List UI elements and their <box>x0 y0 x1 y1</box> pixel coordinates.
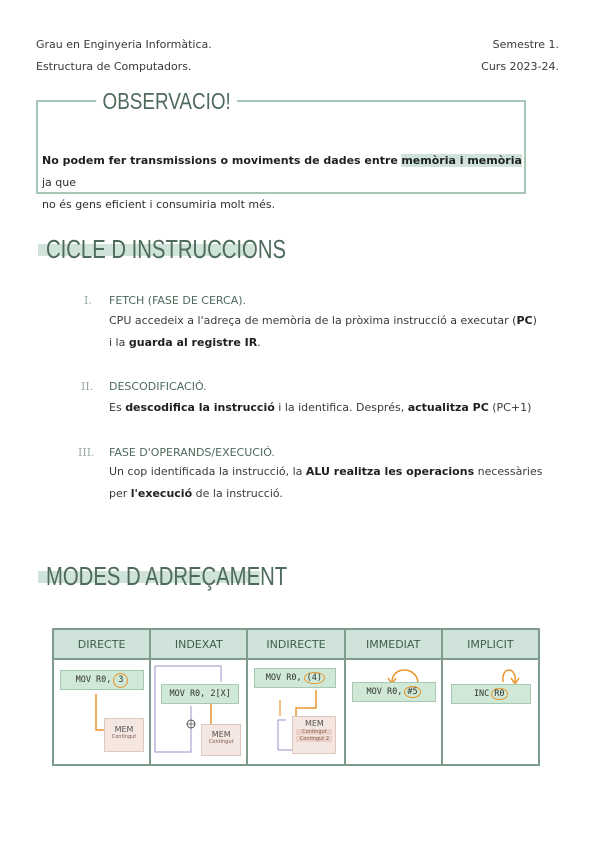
observation-title: OBSERVACIO! <box>96 88 237 115</box>
text-bold: guarda al registre IR <box>128 336 258 349</box>
memory-box <box>104 718 144 752</box>
course-year: Curs 2023-24. <box>481 60 559 73</box>
item-number: II. <box>81 380 94 393</box>
instruction-text: INC <box>473 689 490 699</box>
addressing-modes-table <box>52 628 540 766</box>
text: necessàries <box>474 465 543 478</box>
observation-text <box>42 150 522 216</box>
text-bold: actualitza PC <box>407 401 489 414</box>
immediat-arrow <box>346 660 442 764</box>
term-info <box>481 34 559 78</box>
item-body <box>109 461 569 505</box>
observation-highlight: memòria i memòria <box>401 154 522 167</box>
text: i la <box>109 336 129 349</box>
text: (PC+1) <box>488 401 532 414</box>
instruction-text: MOV R0, <box>75 675 112 685</box>
operand-circle <box>404 686 420 698</box>
text: de la instrucció. <box>192 487 283 500</box>
text: Es <box>109 401 126 414</box>
memory-content: Contingut <box>296 729 332 735</box>
semester: Semestre 1. <box>492 38 559 51</box>
instruction-box <box>451 684 531 704</box>
instruction-text: MOV R0, <box>366 687 403 697</box>
text: ) <box>532 314 537 327</box>
col-immediat: IMMEDIAT <box>345 629 442 659</box>
memory-box <box>201 724 241 756</box>
cell-directe <box>53 659 150 765</box>
item-number: III. <box>78 446 95 459</box>
operand-text: (4) <box>306 673 322 683</box>
table-row <box>53 659 539 765</box>
memory-label: MEM <box>211 730 231 739</box>
text-bold: descodifica la instrucció <box>125 401 275 414</box>
text-bold: ALU realitza les operacions <box>305 465 475 478</box>
col-indexat: INDEXAT <box>150 629 247 659</box>
memory-content: Contingut <box>111 734 137 740</box>
section-title-modes: MODES D ADREÇAMENT <box>46 561 288 591</box>
text: CPU accedeix a l'adreça de memòria de la pròxima instrucció a executar ( <box>109 314 517 327</box>
col-implicit: IMPLICIT <box>442 629 539 659</box>
col-directe: DIRECTE <box>53 629 150 659</box>
instruction-box <box>161 684 239 704</box>
operand-text: #5 <box>407 687 418 697</box>
operand-circle <box>491 688 507 700</box>
item-body <box>109 397 569 419</box>
section-title-cicle: CICLE D INSTRUCCIONS <box>46 234 287 264</box>
item-number: I. <box>84 294 92 307</box>
cell-immediat <box>345 659 442 765</box>
memory-label: MEM <box>304 719 324 728</box>
operand-text: R0 <box>494 689 505 699</box>
observation-bold: No podem fer transmissions o moviments de dades entre <box>42 154 398 167</box>
text-bold: l'execució <box>130 487 193 500</box>
memory-content: Contingut 2 <box>296 736 332 742</box>
col-indirecte: INDIRECTE <box>247 629 344 659</box>
text: per <box>109 487 131 500</box>
text-bold: PC <box>516 314 533 327</box>
operand-text: 3 <box>118 674 124 685</box>
cell-indirecte <box>247 659 344 765</box>
text: i la identifica. Després, <box>274 401 408 414</box>
item-title: FASE D'OPERANDS/EXECUCIÓ. <box>109 446 275 459</box>
observation-line2: no és gens eficient i consumiria molt més. <box>42 198 276 211</box>
instruction-text: MOV R0, <box>265 673 302 683</box>
instruction-text: MOV R0, 2[X] <box>169 689 231 699</box>
degree-name: Grau en Enginyeria Informàtica. <box>36 38 212 51</box>
item-title: FETCH (FASE DE CERCA). <box>109 294 247 307</box>
observation-rest: ja que <box>42 176 77 189</box>
text: . <box>257 336 261 349</box>
subject-name: Estructura de Computadors. <box>36 60 192 73</box>
memory-box <box>292 716 336 754</box>
cell-indexat <box>150 659 247 765</box>
item-title: DESCODIFICACIÓ. <box>109 380 207 393</box>
cell-implicit <box>442 659 539 765</box>
table-header-row <box>53 629 539 659</box>
memory-content: Contingut <box>208 739 234 745</box>
text: Un cop identificada la instrucció, la <box>109 465 306 478</box>
instruction-box <box>352 682 436 702</box>
course-info <box>36 34 212 78</box>
item-body <box>109 310 569 354</box>
implicit-arrow <box>443 660 539 764</box>
memory-label: MEM <box>114 725 134 734</box>
